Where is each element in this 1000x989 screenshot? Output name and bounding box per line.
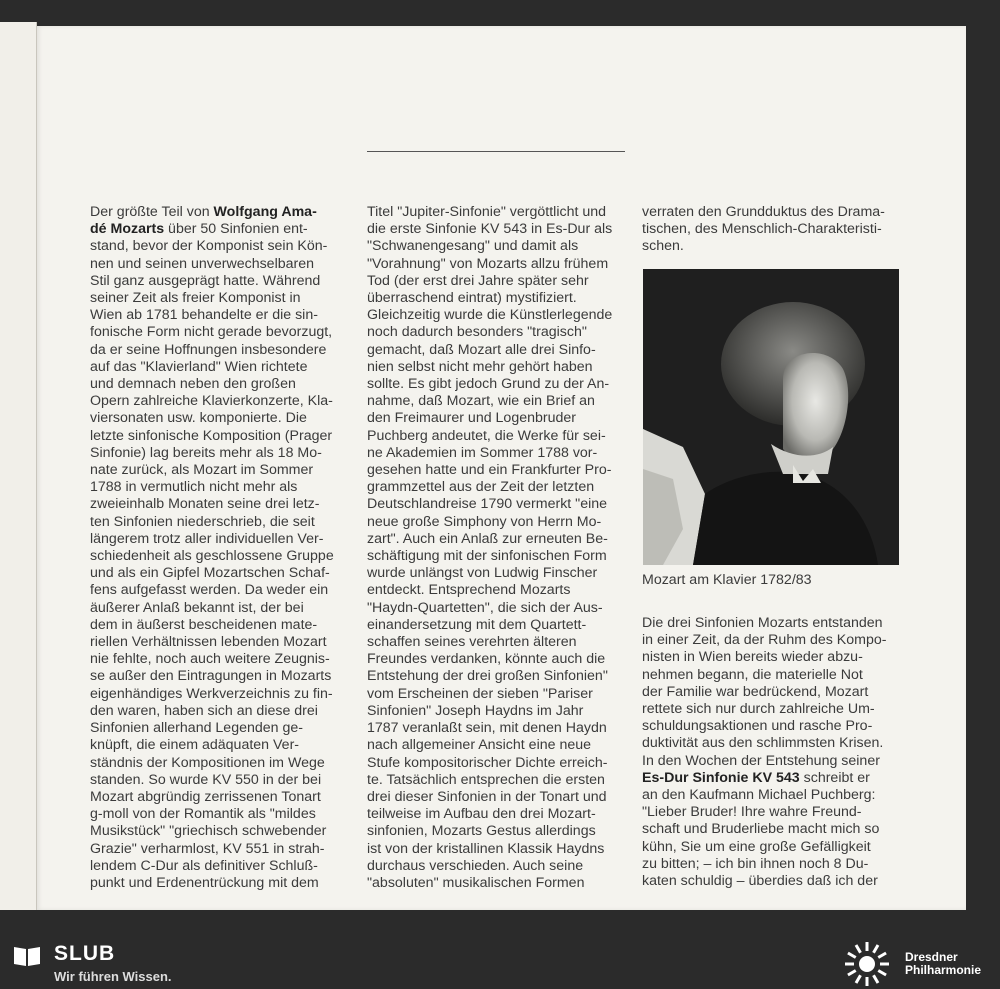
text-line: Puchberg andeutet, die Werke für sei- (367, 427, 606, 444)
text-line: se außer den Eintragungen in Mozarts (90, 668, 332, 685)
text-line: grammzettel aus der Zeit der letzten (367, 479, 595, 496)
text-line: Sinfonien allerhand Legenden ge- (90, 720, 303, 737)
text-line: "Lieber Bruder! Ihre wahre Freund- (642, 804, 862, 821)
portrait-caption: Mozart am Klavier 1782/83 (642, 572, 812, 588)
text-line: dé Mozarts über 50 Sinfonien ent- (90, 221, 308, 238)
text-line: te. Tatsächlich entsprechen die ersten (367, 771, 605, 788)
text-line: schaffen seines verehrten älteren (367, 634, 577, 651)
text-line: nien selbst nicht mehr gehört haben (367, 358, 593, 375)
text-line: der Familie war bedrückend, Mozart (642, 683, 869, 700)
text-line: nahme, daß Mozart, wie ein Brief an (367, 393, 595, 410)
text-line: riellen Verhältnissen lebenden Mozart (90, 634, 327, 651)
text-line: Grazie" verharmlost, KV 551 in strah- (90, 840, 325, 857)
philharmonie-logo-icon[interactable] (840, 940, 894, 988)
text-line: zu bitten; – ich bin ihnen noch 8 Du- (642, 855, 869, 872)
text-column-3-intro (642, 204, 902, 256)
document-page (37, 26, 966, 910)
text-line: nen und seinen unverwechselbaren (90, 255, 315, 272)
mozart-portrait-image (643, 269, 899, 565)
text-line: sinfonien, Mozarts Gestus allerdings (367, 823, 596, 840)
text-line: dem in äußerst bescheidenen mate- (90, 616, 318, 633)
left-page-edge (0, 22, 37, 910)
text-line: standen. So wurde KV 550 in der bei (90, 771, 322, 788)
text-line: und demnach neben den großen (90, 376, 296, 393)
text-line: rettete sich nur durch zahlreiche Um- (642, 701, 875, 718)
text-line: in einer Zeit, da der Ruhm des Kompo- (642, 632, 887, 649)
text-line: Der größte Teil von Wolfgang Ama- (90, 204, 317, 220)
text-line: nehmen begann, die materielle Not (642, 666, 863, 683)
text-line: Opern zahlreiche Klavierkonzerte, Kla- (90, 393, 333, 410)
text-line: letzte sinfonische Komposition (Prager (90, 427, 333, 444)
text-line: "absoluten" musikalischen Formen (367, 874, 585, 891)
text-line: an den Kaufmann Michael Puchberg: (642, 787, 876, 804)
text-line: sollte. Es gibt jedoch Grund zu der An- (367, 376, 610, 393)
text-line: ne Akademien im Sommer 1788 vor- (367, 444, 598, 461)
text-line: "Vorahnung" von Mozarts allzu frühem (367, 255, 609, 272)
text-line: duktivität aus den schlimmsten Krisen. (642, 735, 884, 752)
text-line: nach allgemeiner Ansicht eine neue (367, 737, 591, 754)
text-line: einandersetzung mit dem Quartett- (367, 616, 587, 633)
text-line: schuldungsaktionen und rasche Pro- (642, 718, 873, 735)
text-column-3 (642, 615, 902, 890)
text-line: drei dieser Sinfonien in der Tonart und (367, 788, 607, 805)
text-line: knüpft, die einem adäquaten Ver- (90, 737, 300, 754)
text-line: überraschend eintrat) mystifiziert. (367, 290, 577, 307)
text-line: verraten den Grundduktus des Drama- (642, 204, 885, 220)
text-line: kühn, Sie um eine große Gefälligkeit (642, 838, 871, 855)
slub-tagline: Wir führen Wissen. (54, 969, 172, 984)
text-line: Stufe kompositorischer Dichte erreich- (367, 754, 608, 771)
text-line: seiner Zeit als freier Komponist in (90, 290, 301, 307)
text-line: Sinfonien" Joseph Haydns im Jahr (367, 702, 584, 719)
text-line: 1788 in vermutlich nicht mehr als (90, 479, 298, 496)
viewer-footer (0, 938, 1000, 989)
text-line: "Schwanengesang" und damit als (367, 238, 579, 255)
text-line: nate zurück, als Mozart im Sommer (90, 462, 314, 479)
text-line: g-moll von der Romantik als "mildes (90, 806, 316, 823)
text-line: stand, bevor der Komponist sein Kön- (90, 238, 328, 255)
text-line: ten Sinfonien niederschrieb, die seit (90, 513, 315, 530)
text-line: äußerer Anlaß bekannt ist, der bei (90, 599, 304, 616)
text-column-1 (90, 204, 345, 892)
text-line: auf das "Klavierland" Wien richtete (90, 358, 308, 375)
text-line: tischen, des Menschlich-Charakteristi- (642, 221, 882, 238)
text-line: Wien ab 1781 behandelte er die sin- (90, 307, 318, 324)
text-line: nie fehlte, noch auch weitere Zeugnis- (90, 651, 330, 668)
text-line: ständnis der Kompositionen im Wege (90, 754, 325, 771)
text-line: Stil ganz ausgeprägt hatte. Während (90, 272, 321, 289)
text-line: "Haydn-Quartetten", die sich der Aus- (367, 599, 603, 616)
text-line: Sinfonie) lag bereits mehr als 18 Mo- (90, 444, 322, 461)
text-line: zart". Auch ein Anlaß zur erneuten Be- (367, 530, 608, 547)
text-line: wurde unlängst von Ludwig Finscher (367, 565, 598, 582)
slub-brand[interactable]: SLUB (54, 942, 116, 965)
text-line: längerem trotz aller individuellen Ver- (90, 530, 324, 547)
text-line: Gleichzeitig wurde die Künstlerlegende (367, 307, 613, 324)
book-icon (12, 945, 42, 967)
text-line: punkt und Erdenentrückung mit dem (90, 874, 319, 891)
text-line: durchaus verschieden. Auch seine (367, 857, 584, 874)
text-line: Es-Dur Sinfonie KV 543 schreibt er (642, 769, 870, 786)
text-line: zweieinhalb Monaten seine drei letz- (90, 496, 320, 513)
text-line: Musikstück" "griechisch schwebender (90, 823, 327, 840)
text-line: schen. (642, 238, 684, 255)
text-line: Tod (der erst drei Jahre später sehr (367, 272, 589, 289)
text-line: neue große Simphony von Herrn Mo- (367, 513, 602, 530)
text-line: teilweise im Aufbau den drei Mozart- (367, 806, 596, 823)
section-rule (367, 151, 625, 152)
text-line: gesehen hatte und ein Frankfurter Pro- (367, 462, 612, 479)
text-line: noch dadurch besonders "tragisch" (367, 324, 587, 341)
text-line: vom Erscheinen der sieben "Pariser (367, 685, 593, 702)
text-line: gemacht, daß Mozart alle drei Sinfo- (367, 341, 596, 358)
text-line: und als ein Gipfel Mozartschen Schaf- (90, 565, 330, 582)
text-line: katen schuldig – überdies daß ich der (642, 873, 878, 890)
philharmonie-line-1: Dresdner (905, 950, 958, 964)
text-line: da er seine Hoffnungen insbesondere (90, 341, 327, 358)
text-line: fens aufgefasst werden. Da weder ein (90, 582, 329, 599)
text-line: die erste Sinfonie KV 543 in Es-Dur als (367, 221, 613, 238)
text-line: schaft und Bruderliebe macht mich so (642, 821, 880, 838)
text-line: Titel "Jupiter-Sinfonie" vergöttlicht und (367, 204, 607, 220)
text-line: entdeckt. Entsprechend Mozarts (367, 582, 571, 599)
text-line: den waren, haben sich an diese drei (90, 702, 318, 719)
text-line: ist von der kristallinen Klassik Haydns (367, 840, 605, 857)
text-line: schiedenheit als geschlossene Gruppe (90, 548, 334, 565)
text-line: In den Wochen der Entstehung seiner (642, 752, 880, 769)
text-line: den Freimaurer und Logenbruder (367, 410, 577, 427)
text-line: nisten in Wien bereits wieder abzu- (642, 649, 863, 666)
text-column-2 (367, 204, 629, 892)
text-line: Entstehung der drei großen Sinfonien" (367, 668, 608, 685)
text-line: viersonaten usw. komponierte. Die (90, 410, 307, 427)
text-line: Mozart abgründig zerrissenen Tonart (90, 788, 321, 805)
text-line: Deutschlandreise 1790 vermerkt "eine (367, 496, 608, 513)
text-line: lendem C-Dur als definitiver Schluß- (90, 857, 318, 874)
text-line: schäftigung mit der sinfonischen Form (367, 548, 607, 565)
text-line: Freundes verdanken, könnte auch die (367, 651, 606, 668)
text-line: 1787 veranlaßt sein, mit denen Haydn (367, 720, 607, 737)
text-line: Die drei Sinfonien Mozarts entstanden (642, 615, 883, 631)
philharmonie-line-2: Philharmonie (905, 963, 982, 977)
philharmonie-label (905, 951, 981, 977)
text-line: fonische Form nicht gerade bevorzugt, (90, 324, 333, 341)
text-line: eigenhändiges Werkverzeichnis zu fin- (90, 685, 333, 702)
